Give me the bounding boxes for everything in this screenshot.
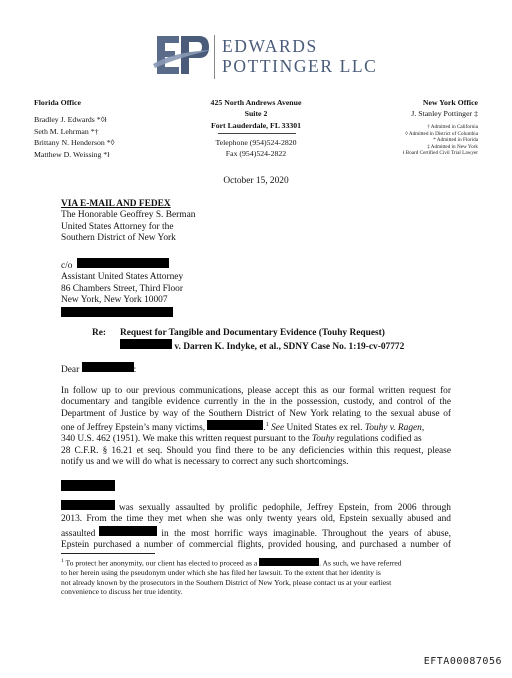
office-address-block	[196, 97, 316, 131]
recipient-line-1: The Honorable Geoffrey S. Berman	[61, 210, 196, 221]
footnote-line-2: to her herein using the pseudonym under which she has filed her lawsuit. To the extent that her identity is	[61, 568, 381, 578]
p1-line-6: 28 C.F.R. § 16.21 et seq. Should you find there to be any deficiencies within this request, please	[61, 445, 451, 456]
address-city: Fort Lauderdale, FL 33301	[210, 120, 302, 130]
p1-line-5	[61, 434, 451, 445]
footnote-line-1-a: To protect her anonymity, our client has elected to proceed as a	[63, 558, 258, 568]
florida-office-block	[34, 97, 115, 160]
footnote-mark: 1	[61, 558, 64, 564]
redaction-box	[77, 258, 169, 268]
p1-line-5-a: 340 U.S. 462 (1951). We make this written request pursuant to the	[61, 434, 310, 445]
footnote-ref: 1	[265, 421, 269, 428]
p1-line-5-c: regulations codified as	[334, 434, 422, 445]
cc-line-2: 86 Chambers Street, Third Floor	[61, 283, 183, 294]
firm-name	[222, 36, 377, 76]
p1-line-4	[61, 420, 451, 434]
cc-block	[61, 258, 183, 317]
salutation	[61, 362, 136, 376]
bates-number: EFTA00087056	[423, 656, 502, 667]
paragraph-2	[61, 500, 451, 551]
re-line-2	[120, 339, 404, 353]
p1-line-3: Department of Justice by way of the Southern District of New York relating to the sexual abuse of	[61, 408, 451, 419]
delivery-method: VIA E-MAIL AND FEDEX	[61, 199, 171, 209]
salutation-end: :	[133, 365, 137, 375]
redaction-box	[61, 500, 115, 510]
redaction-box	[99, 526, 157, 536]
cc-line	[61, 258, 183, 272]
redaction-box	[259, 558, 319, 566]
note-florida: * Admitted in Florida	[433, 137, 478, 144]
re-case-caption: v. Darren K. Indyke, et al., SDNY Case No. 1:19-cv-07772	[174, 342, 405, 353]
fax: Fax (954)524-2822	[225, 149, 287, 159]
telephone: Telephone (954)524-2820	[215, 138, 297, 147]
recipient-block	[61, 199, 195, 244]
footnote	[61, 557, 451, 597]
p1-line-4-d: United States ex rel.	[284, 423, 363, 434]
p1-see: See	[268, 423, 285, 434]
logo-divider	[214, 35, 215, 79]
p2-line-1-text: was sexually assaulted by prolific pedophile, Jeffrey Epstein, from 2006 through	[119, 503, 451, 513]
redaction-box	[61, 480, 115, 491]
attorney-2: Seth M. Lehrman *†	[34, 126, 99, 136]
office-phone-block	[196, 137, 316, 160]
attorney-1: Bradley J. Edwards *◊ł	[34, 115, 107, 125]
p2-line-2: 2013. From the time they met when she was only twenty years old, Epstein sexually abused and	[61, 514, 451, 525]
footnote-line-3: not already known by the prosecutors in the Southern District of New York, please contact us at your earliest	[61, 577, 392, 587]
p2-line-3-a: assaulted	[61, 528, 96, 539]
ep-monogram-icon	[153, 34, 211, 78]
cc-prefix: c/o	[61, 261, 73, 271]
footnote-line-1-b: . As such, we have referred	[319, 558, 402, 568]
re-label: Re:	[92, 328, 107, 338]
redaction-box	[82, 362, 134, 372]
p1-line-4-b: .	[263, 423, 266, 434]
address-street: 425 North Andrews Avenue	[210, 98, 302, 107]
address-divider	[218, 133, 296, 134]
p2-line-1	[61, 500, 451, 514]
footnote-line-1	[61, 557, 451, 568]
address-suite: Suite 2	[244, 109, 268, 119]
section-heading	[61, 478, 115, 496]
p1-line-4-a: one of Jeffrey Epstein’s many victims,	[61, 423, 206, 434]
new-york-office-title: New York Office	[422, 98, 478, 107]
redaction-box	[61, 307, 173, 317]
attorney-3: Brittany N. Henderson *◊	[34, 138, 115, 148]
note-board-certified: ł Board Certified Civil Trial Lawyer	[402, 150, 478, 157]
footnote-divider	[61, 553, 155, 554]
p2-line-3	[61, 526, 451, 540]
firm-name-line-2: POTTINGER LLC	[222, 56, 378, 76]
recipient-line-2: United States Attorney for the	[61, 221, 174, 232]
letter-date: October 15, 2020	[223, 176, 289, 186]
firm-logo-mark	[153, 34, 211, 78]
salutation-start: Dear	[61, 365, 80, 375]
note-dc: ◊ Admitted in District of Columbia	[405, 130, 478, 137]
attorney-4: Matthew D. Weissing *ł	[34, 149, 110, 159]
p1-case-name: Touhy v. Ragen,	[362, 423, 425, 434]
p2-line-4: Epstein purchased a number of commercial flights, provided housing, and purchased a number of	[61, 539, 451, 550]
note-new-york: ‡ Admitted in New York	[427, 143, 478, 150]
note-california: † Admitted in California	[427, 124, 478, 130]
p2-line-3-b: in the most horrific ways imaginable. Throughout the years of abuse,	[161, 528, 451, 539]
redaction-box	[207, 420, 263, 430]
redaction-box	[120, 339, 172, 349]
florida-office-title: Florida Office	[34, 98, 81, 107]
redacted-line	[61, 307, 183, 317]
cc-line-3: New York, New York 10007	[61, 294, 168, 305]
re-line-1: Request for Tangible and Documentary Evidence (Touhy Request)	[120, 328, 385, 338]
recipient-line-3: Southern District of New York	[61, 232, 176, 243]
p1-line-7: notify us and we will do what is necessary to correct any such shortcomings.	[61, 456, 349, 467]
p1-line-1: In follow up to our previous communications, please accept this as our formal written request for	[61, 386, 451, 396]
footnote-line-4: convenience to discuss her true identity.	[61, 587, 183, 597]
re-block	[120, 328, 404, 354]
new-york-office-block	[411, 97, 478, 120]
paragraph-1	[61, 386, 451, 468]
new-york-attorney: J. Stanley Pottinger ‡	[411, 109, 478, 119]
p1-line-2: documentary and tangible evidence currently in the in the possession, custody, and control of the	[61, 397, 451, 408]
p1-touhy: Touhy	[309, 434, 335, 445]
cc-line-1: Assistant United States Attorney	[61, 272, 184, 283]
bar-admission-notes	[403, 124, 478, 157]
firm-name-line-1: EDWARDS	[222, 36, 318, 56]
